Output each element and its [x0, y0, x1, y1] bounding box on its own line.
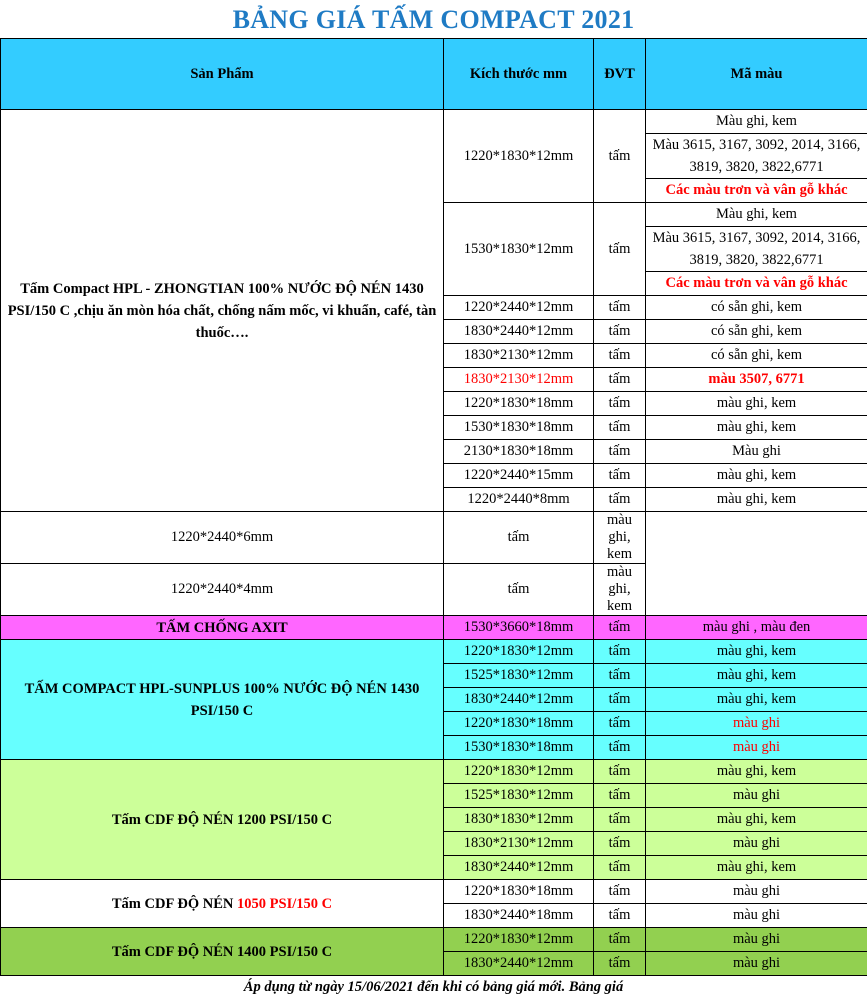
- size-cell: 1220*1830*18mm: [444, 880, 594, 904]
- unit-cell: tấm: [594, 616, 646, 640]
- size-cell: 1525*1830*12mm: [444, 664, 594, 688]
- size-cell: 2130*1830*18mm: [444, 440, 594, 464]
- table-row: [1, 512, 867, 564]
- unit-cell: tấm: [594, 856, 646, 880]
- color-cell: Màu 3615, 3167, 3092, 2014, 3166, 3819, 3820, 3822,6771: [646, 134, 867, 179]
- unit-cell: tấm: [594, 640, 646, 664]
- color-cell: màu ghi, kem: [646, 664, 867, 688]
- table-row: [1, 760, 867, 784]
- product-cell-axit: TẤM CHỐNG AXIT: [1, 616, 444, 640]
- unit-cell: tấm: [594, 712, 646, 736]
- header-unit: ĐVT: [594, 39, 646, 110]
- page-title: BẢNG GIÁ TẤM COMPACT 2021: [0, 0, 867, 38]
- unit-cell: tấm: [594, 320, 646, 344]
- unit-cell: tấm: [594, 296, 646, 320]
- unit-cell: tấm: [594, 488, 646, 512]
- color-cell: Các màu trơn và vân gỗ khác: [646, 179, 867, 203]
- color-cell: màu ghi, kem: [646, 392, 867, 416]
- color-cell: Màu 3615, 3167, 3092, 2014, 3166, 3819, 3820, 3822,6771: [646, 227, 867, 272]
- size-cell: 1220*1830*12mm: [444, 928, 594, 952]
- color-cell: màu ghi, kem: [646, 808, 867, 832]
- table-row: [1, 616, 867, 640]
- unit-cell: tấm: [594, 760, 646, 784]
- size-cell: 1830*2130*12mm: [444, 832, 594, 856]
- color-cell: màu ghi: [646, 928, 867, 952]
- size-cell: 1830*2440*12mm: [444, 688, 594, 712]
- unit-cell: tấm: [594, 344, 646, 368]
- size-cell: 1830*2440*12mm: [444, 856, 594, 880]
- table-row: [1, 928, 867, 952]
- product-cell-cdf-1200: Tấm CDF ĐỘ NÉN 1200 PSI/150 C: [1, 760, 444, 880]
- color-cell: Màu ghi, kem: [646, 110, 867, 134]
- price-table: [0, 38, 867, 976]
- product-cell-zhongtian: Tấm Compact HPL - ZHONGTIAN 100% NƯỚC ĐỘ NÉN 1430 PSI/150 C ,chịu ăn mòn hóa chất, chống nấm mốc, vi khuẩn, café, tàn thuốc….: [1, 110, 444, 512]
- header-color: Mã màu: [646, 39, 867, 110]
- color-cell: màu ghi , màu đen: [646, 616, 867, 640]
- size-cell: 1220*2440*6mm: [1, 512, 444, 564]
- size-cell: 1220*1830*18mm: [444, 392, 594, 416]
- color-cell: có sẵn ghi, kem: [646, 296, 867, 320]
- unit-cell: tấm: [594, 808, 646, 832]
- table-row: [1, 564, 867, 616]
- size-cell: 1220*1830*12mm: [444, 110, 594, 203]
- product-spec-highlight: 1050 PSI/150 C: [237, 896, 332, 912]
- unit-cell: tấm: [594, 736, 646, 760]
- color-cell: màu ghi, kem: [646, 760, 867, 784]
- size-cell: 1530*3660*18mm: [444, 616, 594, 640]
- product-name: Tấm CDF ĐỘ NÉN: [112, 896, 237, 912]
- color-cell: màu ghi, kem: [646, 464, 867, 488]
- size-cell: 1220*1830*18mm: [444, 712, 594, 736]
- header-size: Kích thước mm: [444, 39, 594, 110]
- unit-cell: tấm: [594, 904, 646, 928]
- table-row: [1, 640, 867, 664]
- color-cell: màu ghi: [646, 736, 867, 760]
- unit-cell: tấm: [594, 440, 646, 464]
- size-cell: 1830*2440*18mm: [444, 904, 594, 928]
- size-cell: 1830*1830*12mm: [444, 808, 594, 832]
- color-cell: màu ghi: [646, 832, 867, 856]
- unit-cell: tấm: [594, 368, 646, 392]
- size-cell: 1530*1830*12mm: [444, 203, 594, 296]
- color-cell: màu ghi, kem: [646, 416, 867, 440]
- size-cell: 1830*2440*12mm: [444, 320, 594, 344]
- unit-cell: tấm: [594, 928, 646, 952]
- color-cell: có sẵn ghi, kem: [646, 320, 867, 344]
- size-cell: 1220*2440*8mm: [444, 488, 594, 512]
- color-cell: màu ghi: [646, 712, 867, 736]
- footer-note: Áp dụng từ ngày 15/06/2021 đến khi có bảng giá mới. Bảng giá: [0, 976, 867, 998]
- unit-cell: tấm: [594, 664, 646, 688]
- color-cell: có sẵn ghi, kem: [646, 344, 867, 368]
- color-cell: Các màu trơn và vân gỗ khác: [646, 272, 867, 296]
- unit-cell: tấm: [444, 512, 594, 564]
- color-cell: màu 3507, 6771: [646, 368, 867, 392]
- color-cell: màu ghi: [646, 904, 867, 928]
- table-row: [1, 880, 867, 904]
- unit-cell: tấm: [594, 832, 646, 856]
- size-cell: 1830*2130*12mm: [444, 368, 594, 392]
- header-row: [1, 39, 867, 110]
- size-cell: 1525*1830*12mm: [444, 784, 594, 808]
- size-cell: 1830*2130*12mm: [444, 344, 594, 368]
- color-cell: Màu ghi, kem: [646, 203, 867, 227]
- unit-cell: tấm: [594, 203, 646, 296]
- color-cell: màu ghi: [646, 784, 867, 808]
- unit-cell: tấm: [444, 564, 594, 616]
- header-product: Sản Phẩm: [1, 39, 444, 110]
- unit-cell: tấm: [594, 952, 646, 976]
- product-cell-cdf-1050: [1, 880, 444, 928]
- unit-cell: tấm: [594, 688, 646, 712]
- unit-cell: tấm: [594, 880, 646, 904]
- color-cell: màu ghi, kem: [594, 512, 646, 564]
- size-cell: 1530*1830*18mm: [444, 736, 594, 760]
- color-cell: màu ghi: [646, 952, 867, 976]
- color-cell: Màu ghi: [646, 440, 867, 464]
- size-cell: 1530*1830*18mm: [444, 416, 594, 440]
- size-cell: 1220*1830*12mm: [444, 760, 594, 784]
- color-cell: màu ghi, kem: [646, 688, 867, 712]
- color-cell: màu ghi, kem: [594, 564, 646, 616]
- unit-cell: tấm: [594, 464, 646, 488]
- color-cell: màu ghi, kem: [646, 856, 867, 880]
- color-cell: màu ghi, kem: [646, 488, 867, 512]
- color-cell: màu ghi: [646, 880, 867, 904]
- size-cell: 1830*2440*12mm: [444, 952, 594, 976]
- product-cell-sunplus: TẤM COMPACT HPL-SUNPLUS 100% NƯỚC ĐỘ NÉN 1430 PSI/150 C: [1, 640, 444, 760]
- table-row: [1, 110, 867, 134]
- size-cell: 1220*2440*4mm: [1, 564, 444, 616]
- size-cell: 1220*2440*12mm: [444, 296, 594, 320]
- size-cell: 1220*2440*15mm: [444, 464, 594, 488]
- unit-cell: tấm: [594, 110, 646, 203]
- unit-cell: tấm: [594, 392, 646, 416]
- color-cell: màu ghi, kem: [646, 640, 867, 664]
- unit-cell: tấm: [594, 784, 646, 808]
- product-cell-cdf-1400: Tấm CDF ĐỘ NÉN 1400 PSI/150 C: [1, 928, 444, 976]
- unit-cell: tấm: [594, 416, 646, 440]
- size-cell: 1220*1830*12mm: [444, 640, 594, 664]
